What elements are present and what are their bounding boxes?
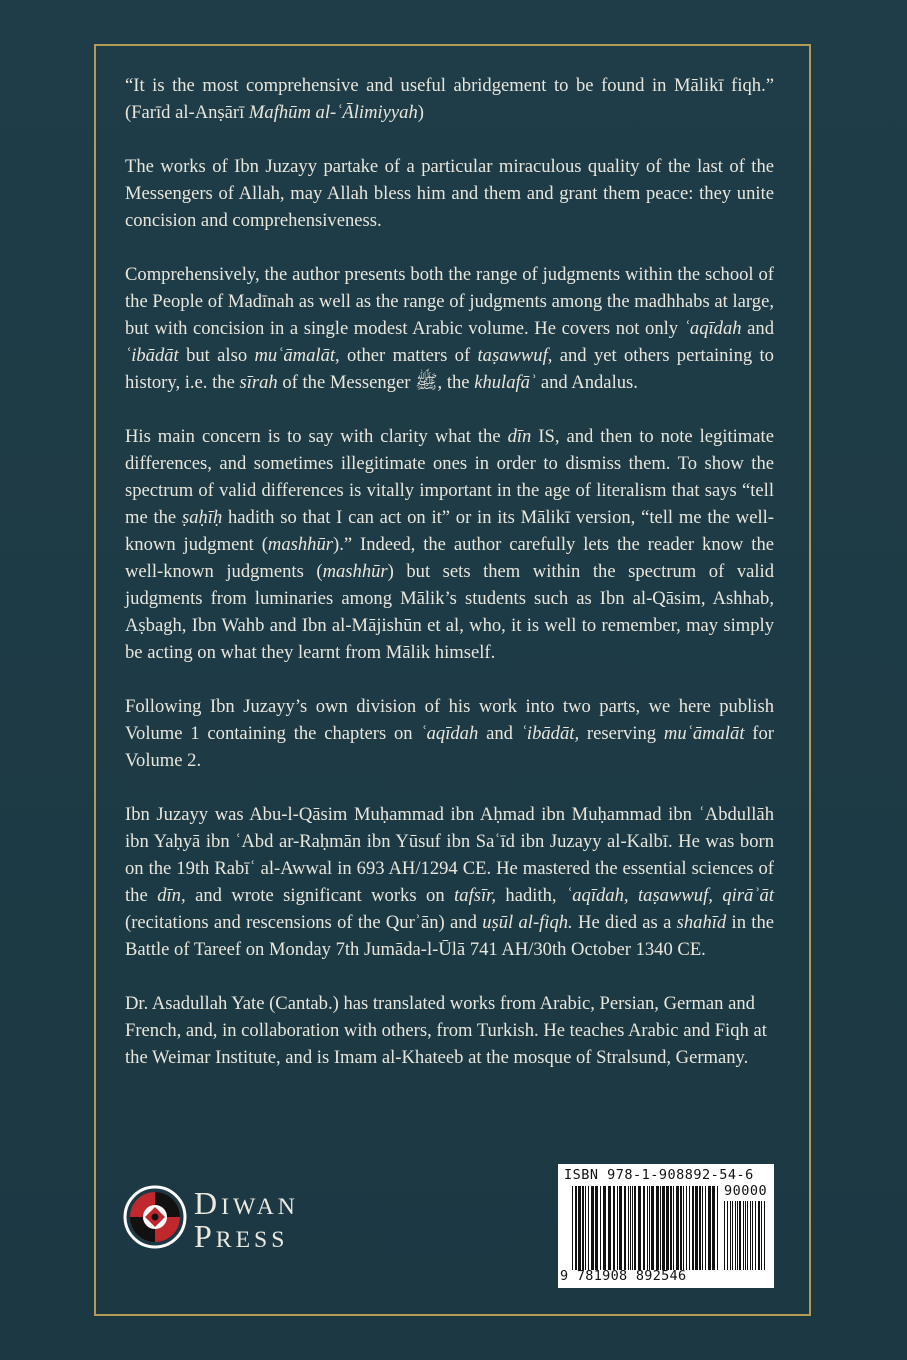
barcode-bar — [662, 1186, 665, 1270]
barcode-bar — [761, 1201, 762, 1270]
barcode-bar — [692, 1186, 694, 1270]
barcode-bar — [603, 1186, 606, 1270]
publisher-name-line1: DIWAN — [194, 1185, 299, 1221]
blurb-paragraph-volumes: Following Ibn Juzayy’s own division of his work into two parts, we here publish Volume 1 containing the chapters on ʿaqīdah and ʿibādāt, reserving muʿāmalāt for Volume 2. — [125, 696, 774, 771]
barcode-bar — [724, 1201, 725, 1270]
barcode-bar — [717, 1186, 718, 1270]
barcode-bar — [613, 1186, 615, 1270]
barcode-bar — [689, 1186, 690, 1270]
barcode-bar — [747, 1201, 748, 1270]
barcode-bar — [628, 1186, 629, 1270]
barcode-bar — [634, 1186, 636, 1270]
barcode-bar — [739, 1201, 741, 1270]
barcode-bar — [737, 1201, 738, 1270]
barcode-bar — [632, 1186, 633, 1270]
barcode-bar — [745, 1201, 746, 1270]
barcode-bar — [582, 1186, 584, 1270]
ean-barcode-bars — [572, 1186, 720, 1270]
barcode-bar — [683, 1186, 684, 1270]
barcode-bar — [730, 1201, 731, 1270]
barcode-bar — [608, 1186, 611, 1270]
barcode-bar — [630, 1186, 631, 1270]
barcode-bar — [660, 1186, 661, 1270]
publisher-name-line2: PRESS — [194, 1218, 289, 1254]
barcode-bar — [578, 1186, 581, 1270]
barcode-bar — [732, 1201, 733, 1270]
barcode-bar — [743, 1201, 744, 1270]
blurb-paragraph-author-bio: Ibn Juzayy was Abu-l-Qāsim Muḥammad ibn Aḥmad ibn Muḥammad ibn ʿAbdullāh ibn Yaḥyā ibn ʿAbd ar-Raḥmān ibn Yūsuf ibn Saʿīd ibn Juzayy al-Kalbī. He was born on the 19th Rabīʿ al-Awwal in 693 AH/1294 CE. He mastered the essential sciences of the dīn, and wrote significant works on tafsīr, hadith, ʿaqīdah, taṣawwuf, qirāʾāt (recitations and rescensions of the Qurʾān) and uṣūl al-fiqh. He died as a shahīd in the Battle of Tareef on Monday 7th Jumāda-l-Ūlā 741 AH/30th October 1340 CE. — [125, 804, 775, 960]
barcode-bar — [695, 1186, 698, 1270]
blurb-paragraph-concern: His main concern is to say with clarity what the dīn IS, and then to note legitimate differences, and sometimes illegitimate ones in order to dismiss them. To show the spectrum of valid differences is vitally important in the age of literalism that says “tell me the ṣaḥīḥ hadith so that I can act on it” or in its Mālikī version, “tell me the well-known judgment (mashhūr).” Indeed, the author carefully lets the reader know the well-known judgments (mashhūr) but sets them within the spectrum of valid judgments from luminaries among Mālik’s students such as Ibn al-Qāsim, Ashhab, Aṣbagh, Ibn Wahb and Ibn al-Mājishūn et al, who, it is well to remember, may simply be acting on what they learnt from Mālik himself. — [125, 426, 774, 663]
barcode-bar — [735, 1201, 736, 1270]
blurb-paragraph-translator-bio: Dr. Asadullah Yate (Cantab.) has translated works from Arabic, Persian, German and French, and, in collaboration with others, from Turkish. He teaches Arabic and Fiqh at the Weimar Institute, and is Imam al-Khateeb at the mosque of Stralsund, Germany. — [125, 993, 767, 1068]
barcode-bar — [638, 1186, 641, 1270]
barcode-bar — [705, 1186, 706, 1270]
barcode-bar — [649, 1186, 650, 1270]
blurb-paragraph-quote: “It is the most comprehensive and useful abridgement to be found in Mālikī fiqh.” (Farīd al-Anṣārī Mafhūm al-ʿĀlimiyyah) — [125, 75, 774, 123]
diwan-press-logo-icon — [122, 1184, 188, 1250]
barcode-bar — [755, 1201, 756, 1270]
barcode-bar — [588, 1186, 589, 1270]
barcode-bar — [575, 1186, 577, 1270]
barcode-bar — [643, 1186, 645, 1270]
ean-digits: 9 781908 892546 — [560, 1268, 687, 1284]
barcode-bar — [676, 1186, 679, 1270]
barcode-bar — [673, 1186, 674, 1270]
barcode-bar — [651, 1186, 654, 1270]
publisher-logo — [122, 1182, 342, 1262]
isbn-barcode — [558, 1164, 774, 1288]
barcode-bar — [680, 1186, 682, 1270]
barcode-bar — [702, 1186, 703, 1270]
barcode-bar — [752, 1201, 753, 1270]
barcode-bar — [656, 1186, 659, 1270]
barcode-bar — [758, 1201, 760, 1270]
barcode-bar — [712, 1186, 715, 1270]
barcode-bar — [686, 1186, 687, 1270]
barcode-bar — [647, 1186, 648, 1270]
barcode-bar — [600, 1186, 601, 1270]
isbn-number: ISBN 978-1-908892-54-6 — [564, 1167, 754, 1183]
barcode-bar — [670, 1186, 672, 1270]
barcode-bar — [572, 1186, 573, 1270]
addon-barcode-bars — [724, 1201, 768, 1270]
barcode-bar — [585, 1186, 586, 1270]
barcode-bar — [617, 1186, 618, 1270]
blurb-text — [125, 72, 774, 1071]
barcode-bar — [764, 1201, 765, 1270]
barcode-bar — [591, 1186, 594, 1270]
barcode-bar — [619, 1186, 622, 1270]
barcode-bar — [624, 1186, 626, 1270]
price-code: 90000 — [724, 1183, 768, 1199]
blurb-paragraph-miraculous: The works of Ibn Juzayy partake of a particular miraculous quality of the last of the Messengers of Allah, may Allah bless him and them and grant them peace: they unite concision and comprehensiveness. — [125, 156, 774, 231]
barcode-bar — [750, 1201, 751, 1270]
barcode-bar — [727, 1201, 728, 1270]
barcode-bar — [708, 1186, 711, 1270]
barcode-bar — [699, 1186, 701, 1270]
barcode-bar — [595, 1186, 598, 1270]
blurb-paragraph-comprehensive: Comprehensively, the author presents both the range of judgments within the school of the People of Madīnah as well as the range of judgments among the madhhabs at large, but with concision in a single modest Arabic volume. He covers not only ʿaqīdah and ʿibādāt but also muʿāmalāt, other matters of taṣawwuf, and yet others pertaining to history, i.e. the sīrah of the Messenger ﷺ, the khulafāʾ and Andalus. — [125, 264, 774, 393]
barcode-bar — [666, 1186, 669, 1270]
